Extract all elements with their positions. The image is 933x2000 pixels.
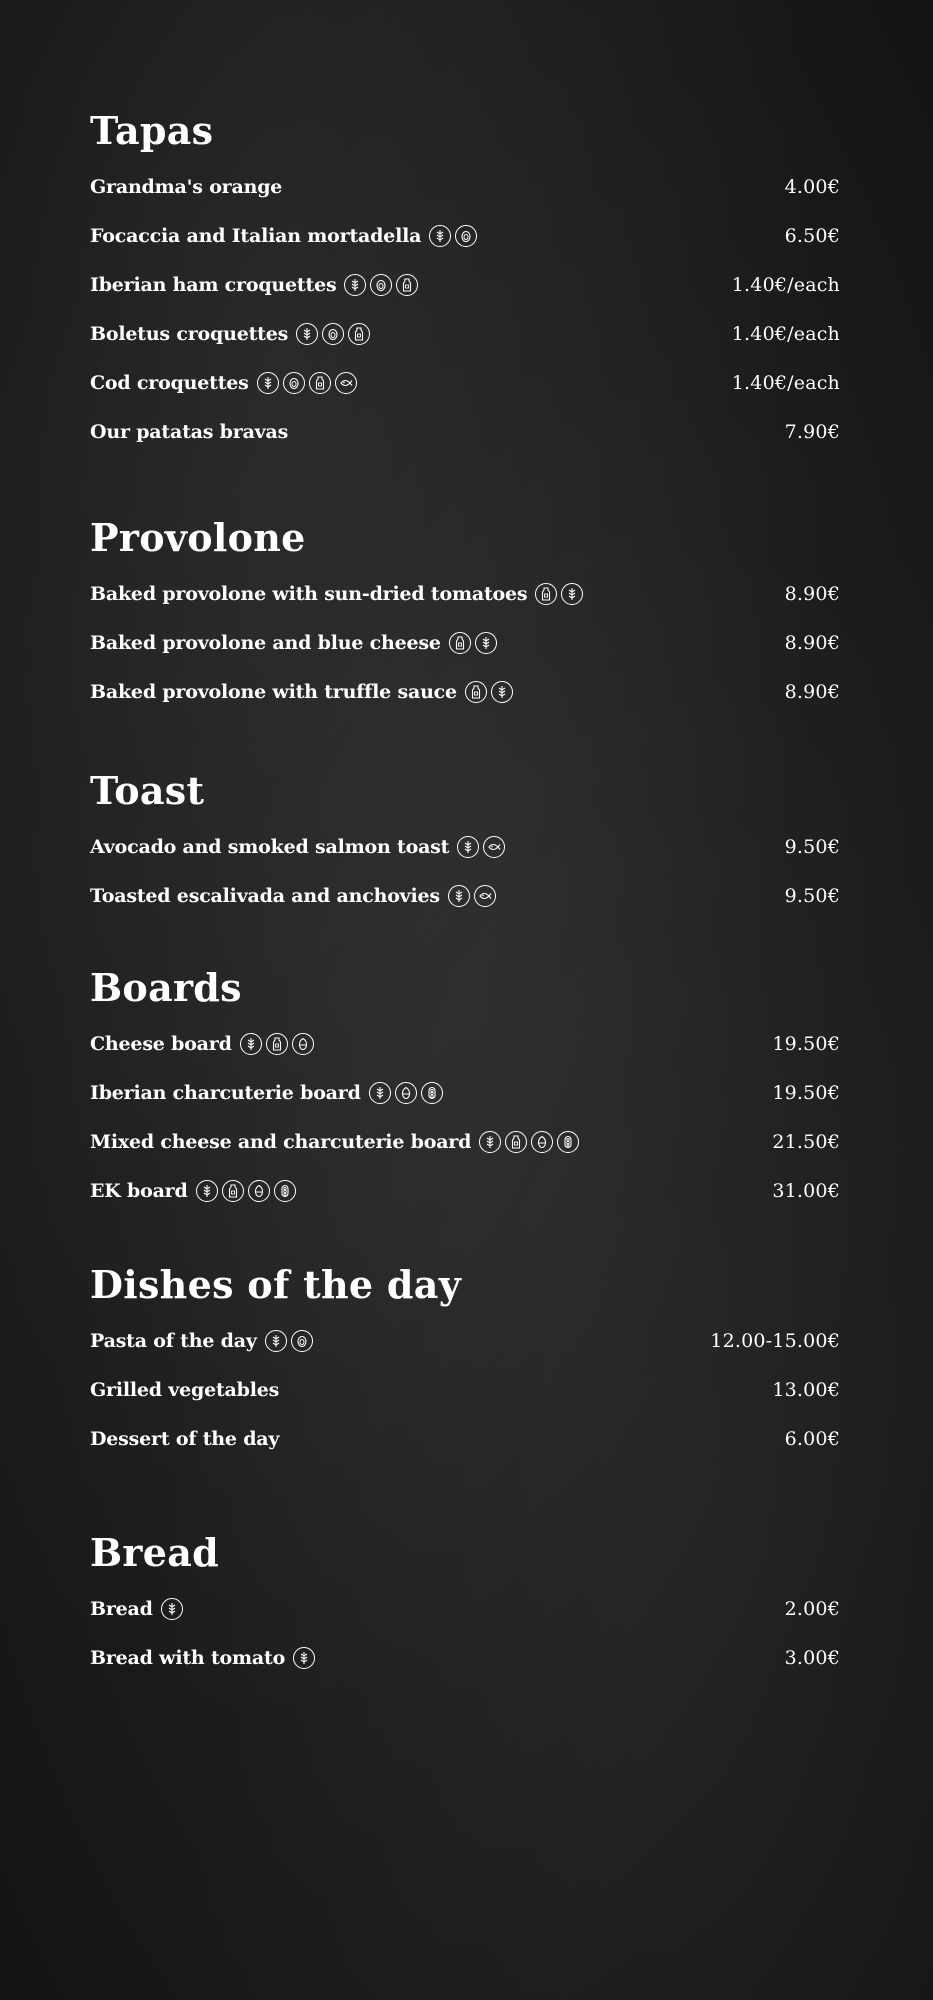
menu-item-name: Pasta of the day <box>90 1329 257 1352</box>
section-title: Boards <box>90 965 242 1010</box>
menu-section-boards <box>90 965 840 1215</box>
milk-icon <box>465 681 487 703</box>
egg-icon <box>291 1330 313 1352</box>
milk-icon <box>535 583 557 605</box>
menu-item-details <box>90 1379 279 1401</box>
menu-item-details <box>90 1033 314 1055</box>
menu-item-price: 6.00€ <box>784 1427 840 1450</box>
menu-item-name: Iberian charcuterie board <box>90 1081 361 1104</box>
allergen-icons <box>196 1180 296 1202</box>
menu-item-price: 4.00€ <box>784 175 840 198</box>
milk-icon <box>505 1131 527 1153</box>
menu-item-details <box>90 421 288 443</box>
menu-item-name: Cod croquettes <box>90 371 249 394</box>
menu-item-price: 8.90€ <box>784 582 840 605</box>
menu-item-price: 13.00€ <box>772 1378 840 1401</box>
menu-item-details <box>90 372 357 394</box>
menu-item-name: Focaccia and Italian mortadella <box>90 224 422 247</box>
menu-section-bread <box>90 1530 840 1682</box>
egg-icon <box>455 225 477 247</box>
menu-item-name: EK board <box>90 1179 188 1202</box>
menu-item-name: Iberian ham croquettes <box>90 273 337 296</box>
menu-item <box>90 1019 840 1068</box>
menu-item-price: 12.00-15.00€ <box>710 1329 840 1352</box>
menu-item-name: Dessert of the day <box>90 1427 280 1450</box>
menu-item-name: Baked provolone with truffle sauce <box>90 680 457 703</box>
allergen-icons <box>429 225 477 247</box>
menu-item-price: 19.50€ <box>772 1032 840 1055</box>
menu-section-tapas <box>90 108 840 456</box>
egg-icon <box>370 274 392 296</box>
menu-item-price: 8.90€ <box>784 680 840 703</box>
menu-item-name: Bread with tomato <box>90 1646 286 1669</box>
gluten-icon <box>479 1131 501 1153</box>
nuts-icon <box>292 1033 314 1055</box>
menu-item-name: Cheese board <box>90 1032 232 1055</box>
menu-item-price: 3.00€ <box>784 1646 840 1669</box>
menu-item-details <box>90 1082 443 1104</box>
menu-section-provolone <box>90 515 840 716</box>
egg-icon <box>322 323 344 345</box>
menu-item-details <box>90 225 477 247</box>
menu-item-name: Baked provolone with sun-dried tomatoes <box>90 582 528 605</box>
menu-item-details <box>90 632 497 654</box>
nuts-icon <box>248 1180 270 1202</box>
milk-icon <box>222 1180 244 1202</box>
fish-icon <box>474 885 496 907</box>
menu-item-details <box>90 1131 579 1153</box>
allergen-icons <box>535 583 583 605</box>
milk-icon <box>348 323 370 345</box>
menu-item-name: Grilled vegetables <box>90 1378 280 1401</box>
allergen-icons <box>457 836 505 858</box>
gluten-icon <box>491 681 513 703</box>
menu-item-price: 7.90€ <box>784 420 840 443</box>
menu-item-details <box>90 836 505 858</box>
egg-icon <box>283 372 305 394</box>
menu-item-name: Boletus croquettes <box>90 322 289 345</box>
menu-item-price: 21.50€ <box>772 1130 840 1153</box>
allergen-icons <box>448 885 496 907</box>
gluten-icon <box>196 1180 218 1202</box>
gluten-icon <box>448 885 470 907</box>
menu-item <box>90 667 840 716</box>
milk-icon <box>309 372 331 394</box>
menu-item-price: 1.40€/each <box>731 371 840 394</box>
menu-item <box>90 1365 840 1414</box>
soy-icon <box>274 1180 296 1202</box>
menu-item-details <box>90 1598 183 1620</box>
soy-icon <box>421 1082 443 1104</box>
gluten-icon <box>293 1647 315 1669</box>
menu-item-details <box>90 583 583 605</box>
menu-item <box>90 407 840 456</box>
menu-item <box>90 1414 840 1463</box>
section-title: Provolone <box>90 515 306 560</box>
allergen-icons <box>344 274 418 296</box>
allergen-icons <box>479 1131 579 1153</box>
menu-item-details <box>90 681 513 703</box>
menu-item <box>90 1584 840 1633</box>
fish-icon <box>483 836 505 858</box>
menu-item-price: 9.50€ <box>784 835 840 858</box>
gluten-icon <box>161 1598 183 1620</box>
menu-item-name: Mixed cheese and charcuterie board <box>90 1130 472 1153</box>
gluten-icon <box>561 583 583 605</box>
menu-item <box>90 871 840 920</box>
milk-icon <box>449 632 471 654</box>
menu-item <box>90 309 840 358</box>
menu-item-details <box>90 885 496 907</box>
nuts-icon <box>531 1131 553 1153</box>
section-title: Dishes of the day <box>90 1262 462 1307</box>
gluten-icon <box>240 1033 262 1055</box>
menu-item <box>90 1633 840 1682</box>
allergen-icons <box>161 1598 183 1620</box>
allergen-icons <box>293 1647 315 1669</box>
menu-item-details <box>90 274 418 296</box>
menu-item-name: Baked provolone and blue cheese <box>90 631 441 654</box>
menu-item-details <box>90 1428 279 1450</box>
menu-item-details <box>90 176 282 198</box>
menu-section-dishes-of-the-day <box>90 1262 840 1463</box>
menu-item-name: Our patatas bravas <box>90 420 289 443</box>
menu-item-price: 8.90€ <box>784 631 840 654</box>
menu-item-details <box>90 1330 313 1352</box>
section-title: Bread <box>90 1530 220 1575</box>
menu-item-price: 2.00€ <box>784 1597 840 1620</box>
gluten-icon <box>296 323 318 345</box>
menu-item <box>90 1316 840 1365</box>
menu-item <box>90 1068 840 1117</box>
gluten-icon <box>369 1082 391 1104</box>
menu-item-name: Bread <box>90 1597 153 1620</box>
menu-item <box>90 358 840 407</box>
menu-item-name: Toasted escalivada and anchovies <box>90 884 440 907</box>
menu-item-price: 31.00€ <box>772 1179 840 1202</box>
allergen-icons <box>449 632 497 654</box>
gluten-icon <box>257 372 279 394</box>
allergen-icons <box>265 1330 313 1352</box>
milk-icon <box>396 274 418 296</box>
menu-item <box>90 260 840 309</box>
allergen-icons <box>465 681 513 703</box>
menu-item-name: Grandma's orange <box>90 175 283 198</box>
menu-item-details <box>90 1180 296 1202</box>
menu-item-price: 1.40€/each <box>731 322 840 345</box>
gluten-icon <box>475 632 497 654</box>
menu-item <box>90 1117 840 1166</box>
menu-item-details <box>90 1647 315 1669</box>
menu-item-price: 19.50€ <box>772 1081 840 1104</box>
menu-item <box>90 822 840 871</box>
allergen-icons <box>240 1033 314 1055</box>
menu-section-toast <box>90 768 840 920</box>
menu-item <box>90 569 840 618</box>
section-title: Toast <box>90 768 205 813</box>
menu-item-details <box>90 323 370 345</box>
fish-icon <box>335 372 357 394</box>
menu-item <box>90 1166 840 1215</box>
soy-icon <box>557 1131 579 1153</box>
gluten-icon <box>344 274 366 296</box>
menu-item <box>90 618 840 667</box>
menu-item <box>90 211 840 260</box>
menu-item <box>90 162 840 211</box>
allergen-icons <box>369 1082 443 1104</box>
allergen-icons <box>296 323 370 345</box>
gluten-icon <box>457 836 479 858</box>
menu-item-price: 6.50€ <box>784 224 840 247</box>
menu-item-price: 1.40€/each <box>731 273 840 296</box>
section-title: Tapas <box>90 108 214 153</box>
nuts-icon <box>395 1082 417 1104</box>
menu-item-name: Avocado and smoked salmon toast <box>90 835 450 858</box>
gluten-icon <box>265 1330 287 1352</box>
menu-item-price: 9.50€ <box>784 884 840 907</box>
gluten-icon <box>429 225 451 247</box>
milk-icon <box>266 1033 288 1055</box>
allergen-icons <box>257 372 357 394</box>
